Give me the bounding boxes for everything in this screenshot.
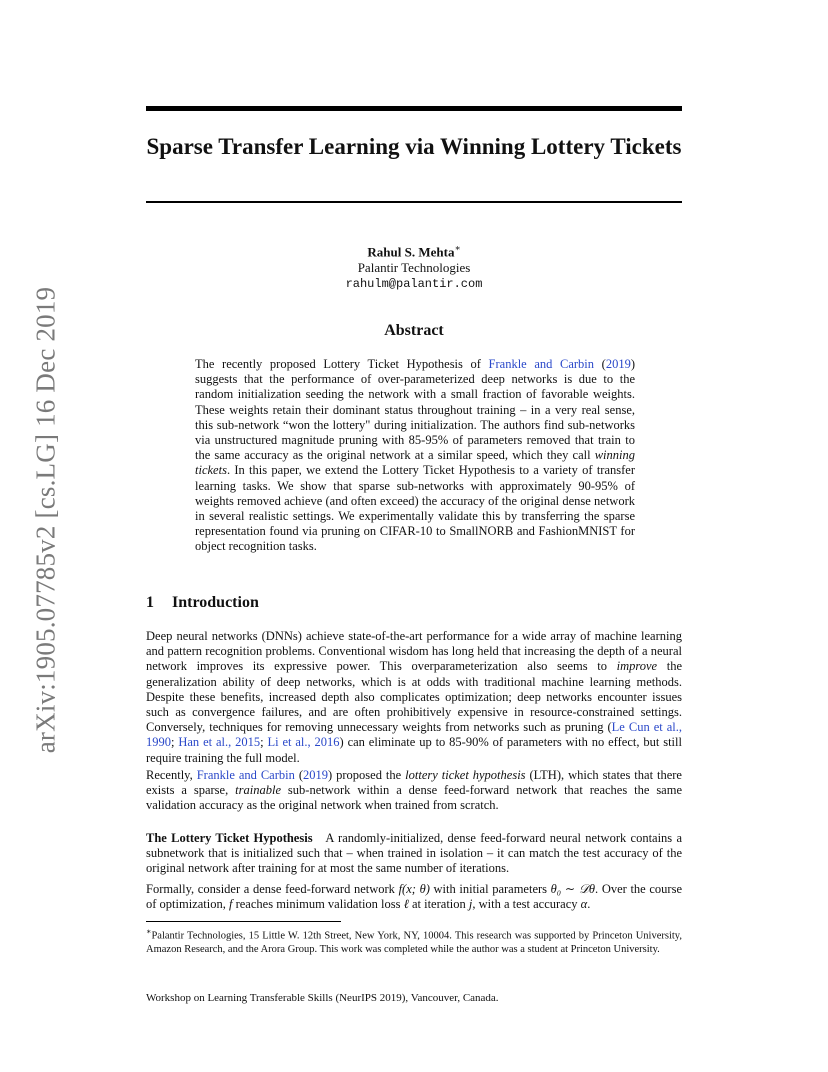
citation-link[interactable]: Li et al., 2016 — [267, 735, 340, 750]
footnote-marker: ∗ — [146, 927, 152, 936]
author-line — [146, 240, 682, 260]
footnote-rule — [146, 921, 341, 922]
paragraph-text: (LTH), which states that there exists a sparse, — [146, 768, 682, 798]
author-block — [146, 240, 682, 292]
citation-year-link[interactable]: 2019 — [605, 357, 631, 371]
paragraph-text: sub-network within a dense feed-forward network that reaches the same validation accuracy as the original network when trained from scratch. — [146, 783, 683, 813]
citation-link[interactable]: Han et al., 2015 — [178, 735, 261, 750]
paragraph-text: the generalization ability of deep networks, which is at odds with traditional machine learning methods. Despite these benefits, increased depth also complicates optimization; deep networks encounter issues such as convergence failures, and are often prohibitively expensive in resource-constrained settings. Conversely, techniques for removing unnecessary weights from networks such as pruning ( — [146, 659, 682, 735]
abstract-text: suggests that the performance of over-parameterized deep networks is due to the random initialization seeding the network with a small fraction of favorable weights. These weights retain their dominant status throughout training – in a very real sense, this sub-network “won the lottery" during initialization. The authors find sub-networks via unstructured magnitude pruning with 85-95% of parameters removed that train to the same accuracy as the original network at a similar speed, which they call — [195, 372, 635, 463]
citation-year-link[interactable]: 2019 — [303, 768, 328, 782]
paragraph-text: proposed the — [332, 768, 406, 782]
citation-link[interactable]: Frankle and Carbin — [488, 357, 595, 371]
paper-title: Sparse Transfer Learning via Winning Lottery Tickets — [146, 134, 682, 159]
abstract-heading: Abstract — [384, 322, 444, 339]
author-email[interactable]: rahulm@palantir.com — [345, 277, 483, 292]
citation-link[interactable]: Frankle and Carbin — [196, 768, 295, 782]
paragraph-text: Deep neural networks (DNNs) achieve state-of-the-art performance for a wide array of machine learning and pattern recognition problems. Conventional wisdom has long held that increasing the depth of a neural network improves its expressive power. This overparameterization also seems to — [146, 629, 682, 674]
title-bottom-rule — [146, 201, 682, 203]
abstract-body: The recently proposed Lottery Ticket Hypothesis of Frankle and Carbin (2019) suggests that the performance of over-parameterized deep networks is due to the random initialization seeding the network with a small fraction of favorable weights. These weights retain their dominant status throughout training – in a very real sense, this sub-network “won the lottery" during initialization. The authors find sub-networks via unstructured magnitude pruning with 85-95% of parameters removed that train to the same accuracy as the original network at a similar speed, which they call winning tickets. In this paper, we extend the Lottery Ticket Hypothesis to a variety of transfer learning tasks. We show that sparse sub-networks with approximately 90-95% of weights removed achieve (and often exceed) the accuracy of the original dense network in several realistic settings. We experimentally validate this by transferring the sparse representation found via pruning on CIFAR-10 to SmallNORB and FashionMNIST for object recognition tasks. — [195, 357, 635, 554]
abstract-text: The recently proposed Lottery Ticket Hypothesis of — [195, 357, 489, 371]
paragraph-run-in-heading: The Lottery Ticket Hypothesis — [146, 831, 313, 845]
math-expression: f — [228, 897, 233, 912]
paragraph-emphasis: lottery ticket hypothesis — [405, 768, 526, 782]
paragraph-text: at iteration — [408, 897, 469, 912]
paragraph-text: A randomly-initialized, dense feed-forward neural network contains a subnetwork that is initialized such that – when trained in isolation – it can match the test accuracy of the original network after training for at most the same number of iterations. — [146, 831, 683, 876]
math-expression: α — [580, 897, 588, 912]
author-footnote-marker: ∗ — [454, 243, 461, 253]
section-heading — [146, 594, 259, 612]
paragraph-text: . Over the course of optimization, — [146, 882, 682, 912]
footnote-text: Palantir Technologies, 15 Little W. 12th Street, New York, NY, 10004. This research was supported by Princeton University, Amazon Research, and the Arora Group. This work was completed while the author was a student at Princeton University. — [146, 930, 682, 955]
paragraph-emphasis: trainable — [235, 783, 281, 798]
paragraph-text: reaches minimum validation loss — [232, 897, 404, 912]
abstract-emphasis: winning tickets — [195, 448, 635, 478]
section-title: Introduction — [172, 594, 259, 611]
paragraph-text: Recently, — [146, 768, 197, 782]
paragraph-emphasis: improve — [616, 659, 658, 674]
math-expression: ℓ — [403, 897, 409, 912]
author-affiliation: Palantir Technologies — [357, 260, 471, 276]
paragraph-text: , with a test accuracy — [472, 897, 581, 912]
paragraph-text: with initial parameters — [429, 882, 551, 896]
abstract-text: . In this paper, we extend the Lottery Ticket Hypothesis to a variety of transfer learning tasks. We show that sparse sub-networks with approximately 90-95% of weights removed achieve (and often exceed) the accuracy of the original dense network in several realistic settings. We experimentally validate this by transferring the sparse representation found via pruning on CIFAR-10 to SmallNORB and FashionMNIST for object recognition tasks. — [195, 463, 635, 554]
footnote — [146, 925, 682, 957]
math-expression: j — [468, 897, 473, 912]
title-top-rule — [146, 106, 682, 111]
math-expression: f(x; θ) — [398, 882, 430, 896]
author-name: Rahul S. Mehta — [367, 244, 455, 260]
arxiv-identifier-stamp: arXiv:1905.07785v2 [cs.LG] 16 Dec 2019 — [30, 286, 61, 754]
paragraph: Recently, Frankle and Carbin (2019) proposed the lottery ticket hypothesis (LTH), which states that there exists a sparse, trainable sub-network within a dense feed-forward network that reaches the same validation accuracy as the original network when trained from scratch. — [146, 768, 683, 813]
math-expression: θ₀ ∼ 𝒟θ — [550, 882, 596, 896]
section-number: 1 — [146, 594, 154, 611]
paragraph — [146, 882, 682, 912]
paragraph-text: . — [587, 897, 591, 912]
paragraph: Deep neural networks (DNNs) achieve state-of-the-art performance for a wide array of machine learning and pattern recognition problems. Conventional wisdom has long held that increasing the depth of a neural network improves its expressive power. This overparameterization also seems to improve the generalization ability of deep networks, which is at odds with traditional machine learning methods. Despite these benefits, increased depth also complicates optimization; deep networks encounter issues such as convergence failures, and are often prohibitively expensive in resource-constrained settings. Conversely, techniques for removing unnecessary weights from networks such as pruning (Le Cun et al., 1990; Han et al., 2015; Li et al., 2016) can eliminate up to 85-90% of parameters with no effect, but still require training the full model. — [146, 629, 682, 765]
paragraph — [146, 831, 682, 877]
venue-footer: Workshop on Learning Transferable Skills (NeurIPS 2019), Vancouver, Canada. — [146, 992, 499, 1004]
citation-link[interactable]: Le Cun et al., 1990 — [146, 720, 682, 750]
paragraph-text: Formally, consider a dense feed-forward network — [146, 882, 399, 896]
paragraph-text: ) can eliminate up to 85-90% of parameters with no effect, but still require training the full model. — [146, 735, 682, 765]
